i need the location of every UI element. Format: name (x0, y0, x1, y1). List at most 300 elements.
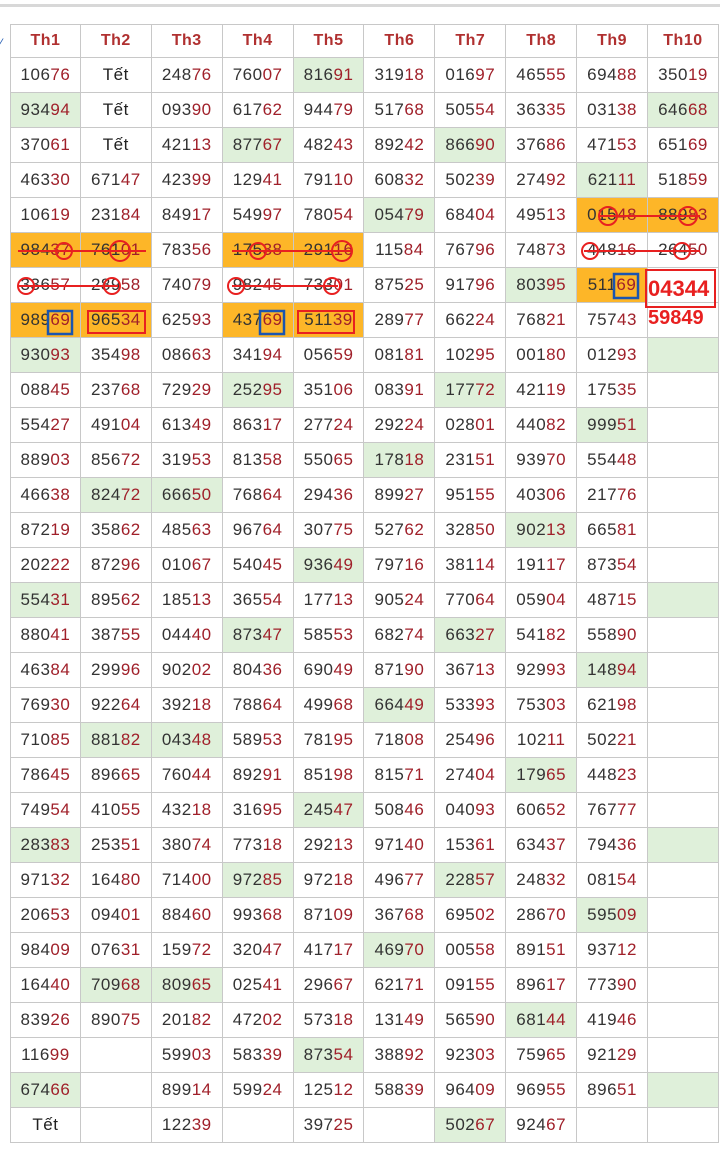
table-cell: 733 01 (294, 268, 365, 303)
table-cell: 012 93 (577, 338, 648, 373)
table-cell: 984 09 (10, 933, 81, 968)
table-cell: 005 58 (435, 933, 506, 968)
table-cell: 292 24 (364, 408, 435, 443)
table-cell: 231 84 (81, 198, 152, 233)
table-cell: 540 45 (223, 548, 294, 583)
table-cell: 499 68 (294, 688, 365, 723)
table-cell: 760 44 (152, 758, 223, 793)
table-cell: 367 13 (435, 653, 506, 688)
table-cell: 993 68 (223, 898, 294, 933)
table-cell: 621 98 (577, 688, 648, 723)
table-cell: 873 47 (223, 618, 294, 653)
table-cell: 803 95 (506, 268, 577, 303)
table-cell: 971 32 (10, 863, 81, 898)
table-cell: 757 43 (577, 303, 648, 338)
table-cell (648, 863, 719, 898)
table-cell: 621 71 (364, 968, 435, 1003)
table-cell: 923 03 (435, 1038, 506, 1073)
table-cell: 028 01 (435, 408, 506, 443)
table-cell: 088 45 (10, 373, 81, 408)
table-cell: 770 64 (435, 583, 506, 618)
table-cell: 179 65 (506, 758, 577, 793)
table-cell: 617 62 (223, 93, 294, 128)
table-cell (648, 1003, 719, 1038)
table-cell: 872 19 (10, 513, 81, 548)
table-cell: Tết (81, 93, 152, 128)
table-cell: 292 13 (294, 828, 365, 863)
table-cell: 625 93 (152, 303, 223, 338)
table-cell (648, 408, 719, 443)
table-cell: 417 17 (294, 933, 365, 968)
table-cell: 671 47 (81, 163, 152, 198)
table-cell: 714 00 (152, 863, 223, 898)
table-cell: 482 43 (294, 128, 365, 163)
table-cell: 896 17 (506, 968, 577, 1003)
table-cell: 102 95 (435, 338, 506, 373)
table-cell: 872 96 (81, 548, 152, 583)
table-cell: 695 02 (435, 898, 506, 933)
table-cell (648, 478, 719, 513)
table-cell (648, 1108, 719, 1143)
table-cell: Tết (10, 1108, 81, 1143)
table-cell: 502 67 (435, 1108, 506, 1143)
table-cell (648, 373, 719, 408)
table-row (10, 618, 719, 653)
table-cell: 554 27 (10, 408, 81, 443)
table-cell: 873 54 (294, 1038, 365, 1073)
table-row (10, 653, 719, 688)
table-cell: 403 06 (506, 478, 577, 513)
table-cell: 106 19 (10, 198, 81, 233)
table-row (10, 758, 719, 793)
table-cell: 191 17 (506, 548, 577, 583)
table-cell: 851 98 (294, 758, 365, 793)
table-row (10, 1108, 719, 1143)
top-band (0, 0, 720, 22)
table-cell: 094 01 (81, 898, 152, 933)
table-cell: 421 13 (152, 128, 223, 163)
table-row (10, 93, 719, 128)
table-cell: 274 04 (435, 758, 506, 793)
table-cell (223, 1108, 294, 1143)
table-cell: 496 77 (364, 863, 435, 898)
table-cell (648, 583, 719, 618)
table-cell: 982 45 (223, 268, 294, 303)
table-row (10, 968, 719, 1003)
table-cell: 201 82 (152, 1003, 223, 1038)
table-cell: 595 09 (577, 898, 648, 933)
table-cell: 773 18 (223, 828, 294, 863)
table-cell: 421 19 (506, 373, 577, 408)
header-th8: Th8 (506, 24, 577, 58)
table-cell: 185 13 (152, 583, 223, 618)
table-cell: 081 54 (577, 863, 648, 898)
table-cell: 849 17 (152, 198, 223, 233)
table-cell (648, 968, 719, 1003)
table-row (10, 128, 719, 163)
table-cell: 252 95 (223, 373, 294, 408)
table-cell: 902 02 (152, 653, 223, 688)
table-cell: 175 38 (223, 233, 294, 268)
table-cell: 485 63 (152, 513, 223, 548)
table-cell: 550 65 (294, 443, 365, 478)
table-cell: 025 41 (223, 968, 294, 1003)
table-cell: 791 10 (294, 163, 365, 198)
table-row (10, 688, 719, 723)
table-row (10, 233, 719, 268)
table-cell: 866 90 (435, 128, 506, 163)
table-cell: 086 63 (152, 338, 223, 373)
table-cell: 093 90 (152, 93, 223, 128)
table-cell: 749 54 (10, 793, 81, 828)
table-cell (648, 338, 719, 373)
table-cell: 533 93 (435, 688, 506, 723)
table-cell: 511 69 (577, 268, 648, 303)
table-cell: 291 16 (294, 233, 365, 268)
table-row (10, 898, 719, 933)
table-cell: 248 32 (506, 863, 577, 898)
table-cell: 924 67 (506, 1108, 577, 1143)
table-cell: 884 60 (152, 898, 223, 933)
table-row (10, 723, 719, 758)
table-cell: 804 36 (223, 653, 294, 688)
table-cell: 748 73 (506, 233, 577, 268)
table-cell: 148 94 (577, 653, 648, 688)
table-cell: 387 55 (81, 618, 152, 653)
table-cell (648, 1073, 719, 1108)
table-cell: 682 74 (364, 618, 435, 653)
table-cell: 518 59 (648, 163, 719, 198)
header-th9: Th9 (577, 24, 648, 58)
table-cell: 059 04 (506, 583, 577, 618)
table-cell: 599 24 (223, 1073, 294, 1108)
table-cell: 465 55 (506, 58, 577, 93)
header-th3: Th3 (152, 24, 223, 58)
table-cell: 863 17 (223, 408, 294, 443)
table-cell: 759 65 (506, 1038, 577, 1073)
table-cell: 517 68 (364, 93, 435, 128)
table-row (10, 863, 719, 898)
table-cell: 665 81 (577, 513, 648, 548)
table-cell: 341 94 (223, 338, 294, 373)
table-cell: 307 75 (294, 513, 365, 548)
table-cell: 358 62 (81, 513, 152, 548)
table-row (10, 373, 719, 408)
table-cell: 410 55 (81, 793, 152, 828)
table-cell: 768 64 (223, 478, 294, 513)
table-cell: 815 71 (364, 758, 435, 793)
table-cell: 797 16 (364, 548, 435, 583)
table-cell: 896 65 (81, 758, 152, 793)
table-cell: 816 91 (294, 58, 365, 93)
table-cell: 248 76 (152, 58, 223, 93)
table-cell: 969 55 (506, 1073, 577, 1108)
table-cell: 448 23 (577, 758, 648, 793)
table-row (10, 58, 719, 93)
table-cell: 905 24 (364, 583, 435, 618)
table-cell: 376 86 (506, 128, 577, 163)
table-cell: 599 03 (152, 1038, 223, 1073)
table-cell: 466 38 (10, 478, 81, 513)
table-cell: 471 53 (577, 128, 648, 163)
table-cell: 944 79 (294, 93, 365, 128)
table-cell: 283 83 (10, 828, 81, 863)
table-cell: 786 45 (10, 758, 81, 793)
table-cell: 367 68 (364, 898, 435, 933)
table-row (10, 828, 719, 863)
table-body (10, 58, 719, 1143)
table-cell (648, 898, 719, 933)
table-cell: 930 93 (10, 338, 81, 373)
table-cell: 177 13 (294, 583, 365, 618)
table-cell (648, 723, 719, 758)
table-cell: 824 72 (81, 478, 152, 513)
table-cell: 463 84 (10, 653, 81, 688)
table-cell (648, 618, 719, 653)
table-cell: 336 57 (10, 268, 81, 303)
table-cell: 573 18 (294, 1003, 365, 1038)
table-cell: 202 22 (10, 548, 81, 583)
table-cell: 936 49 (294, 548, 365, 583)
table-cell: 419 46 (577, 1003, 648, 1038)
header-th5: Th5 (294, 24, 365, 58)
table-cell: 217 76 (577, 478, 648, 513)
table-cell: 054 79 (364, 198, 435, 233)
table-cell: 440 82 (506, 408, 577, 443)
table-cell: 681 44 (506, 1003, 577, 1038)
table-cell: 370 61 (10, 128, 81, 163)
table-cell: 917 96 (435, 268, 506, 303)
table-cell: 274 92 (506, 163, 577, 198)
table-cell (648, 793, 719, 828)
table-cell: 177 72 (435, 373, 506, 408)
table-cell: 328 50 (435, 513, 506, 548)
table-row (10, 548, 719, 583)
table-row (10, 478, 719, 513)
table-cell: 081 81 (364, 338, 435, 373)
table-cell: 316 95 (223, 793, 294, 828)
table-cell: 588 39 (364, 1073, 435, 1108)
table-cell: 175 35 (577, 373, 648, 408)
table-cell: 129 41 (223, 163, 294, 198)
table-cell: 873 54 (577, 548, 648, 583)
table-cell: 937 12 (577, 933, 648, 968)
table-cell: 091 55 (435, 968, 506, 1003)
table-row (10, 513, 719, 548)
table-cell: 589 53 (223, 723, 294, 758)
table-cell: 001 80 (506, 338, 577, 373)
table-row (10, 1038, 719, 1073)
table-cell: 729 29 (152, 373, 223, 408)
table-cell: 549 97 (223, 198, 294, 233)
table-cell: 388 92 (364, 1038, 435, 1073)
header-th2: Th2 (81, 24, 152, 58)
table-cell: 502 39 (435, 163, 506, 198)
table-cell: 892 42 (364, 128, 435, 163)
table-cell: 010 67 (152, 548, 223, 583)
table-row (10, 338, 719, 373)
table-cell: 565 90 (435, 1003, 506, 1038)
table-cell: 769 30 (10, 688, 81, 723)
table-cell: 767 96 (435, 233, 506, 268)
table-cell (648, 758, 719, 793)
table-cell: 694 88 (577, 58, 648, 93)
table-cell: 767 77 (577, 793, 648, 828)
table-cell: 877 67 (223, 128, 294, 163)
table-cell: 971 40 (364, 828, 435, 863)
table-cell: 392 18 (152, 688, 223, 723)
table-cell: 999 51 (577, 408, 648, 443)
table-cell: 508 46 (364, 793, 435, 828)
table-cell: 502 21 (577, 723, 648, 758)
table-cell: 684 04 (435, 198, 506, 233)
table-cell: 125 12 (294, 1073, 365, 1108)
header-th1: Th1 (10, 24, 81, 58)
table-row (10, 583, 719, 618)
table-cell: 056 59 (294, 338, 365, 373)
table-cell: 989 69 (10, 303, 81, 338)
table-cell: 902 13 (506, 513, 577, 548)
table-cell: 651 69 (648, 128, 719, 163)
table-cell: 967 64 (223, 513, 294, 548)
table-cell: 709 68 (81, 968, 152, 1003)
table-cell: 965 34 (81, 303, 152, 338)
table-cell: 583 39 (223, 1038, 294, 1073)
header-th4: Th4 (223, 24, 294, 58)
table-cell: 690 49 (294, 653, 365, 688)
table-cell: 856 72 (81, 443, 152, 478)
table-cell: 159 72 (152, 933, 223, 968)
table-cell: 031 38 (577, 93, 648, 128)
table-cell: 809 65 (152, 968, 223, 1003)
table-cell: 621 11 (577, 163, 648, 198)
table-cell: 554 48 (577, 443, 648, 478)
table-cell: 432 18 (152, 793, 223, 828)
top-divider (0, 4, 720, 7)
table-cell: 289 58 (81, 268, 152, 303)
table-cell (648, 688, 719, 723)
table-cell: Tết (81, 58, 152, 93)
table-cell: 487 15 (577, 583, 648, 618)
table-cell (648, 653, 719, 688)
table-cell: 228 57 (435, 863, 506, 898)
table-cell: 351 06 (294, 373, 365, 408)
table-cell (648, 443, 719, 478)
table-cell: 761 01 (81, 233, 152, 268)
table-cell (577, 1108, 648, 1143)
table-cell (81, 1073, 152, 1108)
table-cell: 320 47 (223, 933, 294, 968)
table-cell: 016 97 (435, 58, 506, 93)
table-cell: 939 70 (506, 443, 577, 478)
table-cell: 541 82 (506, 618, 577, 653)
table-row (10, 408, 719, 443)
table-cell: 972 18 (294, 863, 365, 898)
table-cell: 899 14 (152, 1073, 223, 1108)
table-cell: 106 76 (10, 58, 81, 93)
table-row (10, 443, 719, 478)
table-cell: 015 48 (577, 198, 648, 233)
table-cell: 505 54 (435, 93, 506, 128)
table-cell: 558 90 (577, 618, 648, 653)
table-cell: 875 25 (364, 268, 435, 303)
table-cell: 380 74 (152, 828, 223, 863)
table-cell: 043 48 (152, 723, 223, 758)
table-header-row (10, 24, 719, 58)
table-cell: 781 95 (294, 723, 365, 758)
table-cell: 472 02 (223, 1003, 294, 1038)
table-cell: 231 51 (435, 443, 506, 478)
table-cell: 495 13 (506, 198, 577, 233)
table-row (10, 198, 719, 233)
table-cell: 889 83 (648, 198, 719, 233)
table-cell: 469 70 (364, 933, 435, 968)
table-cell: 666 50 (152, 478, 223, 513)
table-cell: 871 09 (294, 898, 365, 933)
table-cell: 921 29 (577, 1038, 648, 1073)
table-cell: 253 51 (81, 828, 152, 863)
table-cell: 245 47 (294, 793, 365, 828)
table-cell: 760 07 (223, 58, 294, 93)
table-cell: 896 51 (577, 1073, 648, 1108)
table-cell: 423 99 (152, 163, 223, 198)
table-cell: 972 85 (223, 863, 294, 898)
table-cell: 794 36 (577, 828, 648, 863)
header-th7: Th7 (435, 24, 506, 58)
table-cell (648, 548, 719, 583)
table-cell: 768 21 (506, 303, 577, 338)
header-th6: Th6 (364, 24, 435, 58)
table-cell: 608 32 (364, 163, 435, 198)
table-cell: 083 91 (364, 373, 435, 408)
table-row (10, 793, 719, 828)
table-cell (648, 933, 719, 968)
annotation-number-1: 04344 (648, 276, 710, 301)
table-cell: 511 39 (294, 303, 365, 338)
table-cell: 286 70 (506, 898, 577, 933)
left-edge-mark: ⁄ (0, 36, 3, 50)
table-cell: 740 79 (152, 268, 223, 303)
table-cell: 206 53 (10, 898, 81, 933)
table-cell: 984 37 (10, 233, 81, 268)
table-cell: 365 54 (223, 583, 294, 618)
table-row (10, 1073, 719, 1108)
table-row (10, 163, 719, 198)
table-cell: 871 90 (364, 653, 435, 688)
table-cell: 890 75 (81, 1003, 152, 1038)
table-cell: 964 09 (435, 1073, 506, 1108)
table-cell: 662 24 (435, 303, 506, 338)
table-cell: 102 11 (506, 723, 577, 758)
table-cell: 463 30 (10, 163, 81, 198)
table-cell: 437 69 (223, 303, 294, 338)
table-cell: 889 03 (10, 443, 81, 478)
table-cell: 922 64 (81, 688, 152, 723)
table-cell: 891 51 (506, 933, 577, 968)
table-cell: 585 53 (294, 618, 365, 653)
table-cell (364, 1108, 435, 1143)
table-row (10, 303, 719, 338)
table-cell: 753 03 (506, 688, 577, 723)
table-cell: 554 31 (10, 583, 81, 618)
header-th10: Th10 (648, 24, 719, 58)
table-cell: 294 36 (294, 478, 365, 513)
table-cell: 289 77 (364, 303, 435, 338)
table-cell: 116 99 (10, 1038, 81, 1073)
table-row (10, 1003, 719, 1038)
annotation-number-2: 59849 (648, 307, 704, 329)
table-cell: 839 26 (10, 1003, 81, 1038)
